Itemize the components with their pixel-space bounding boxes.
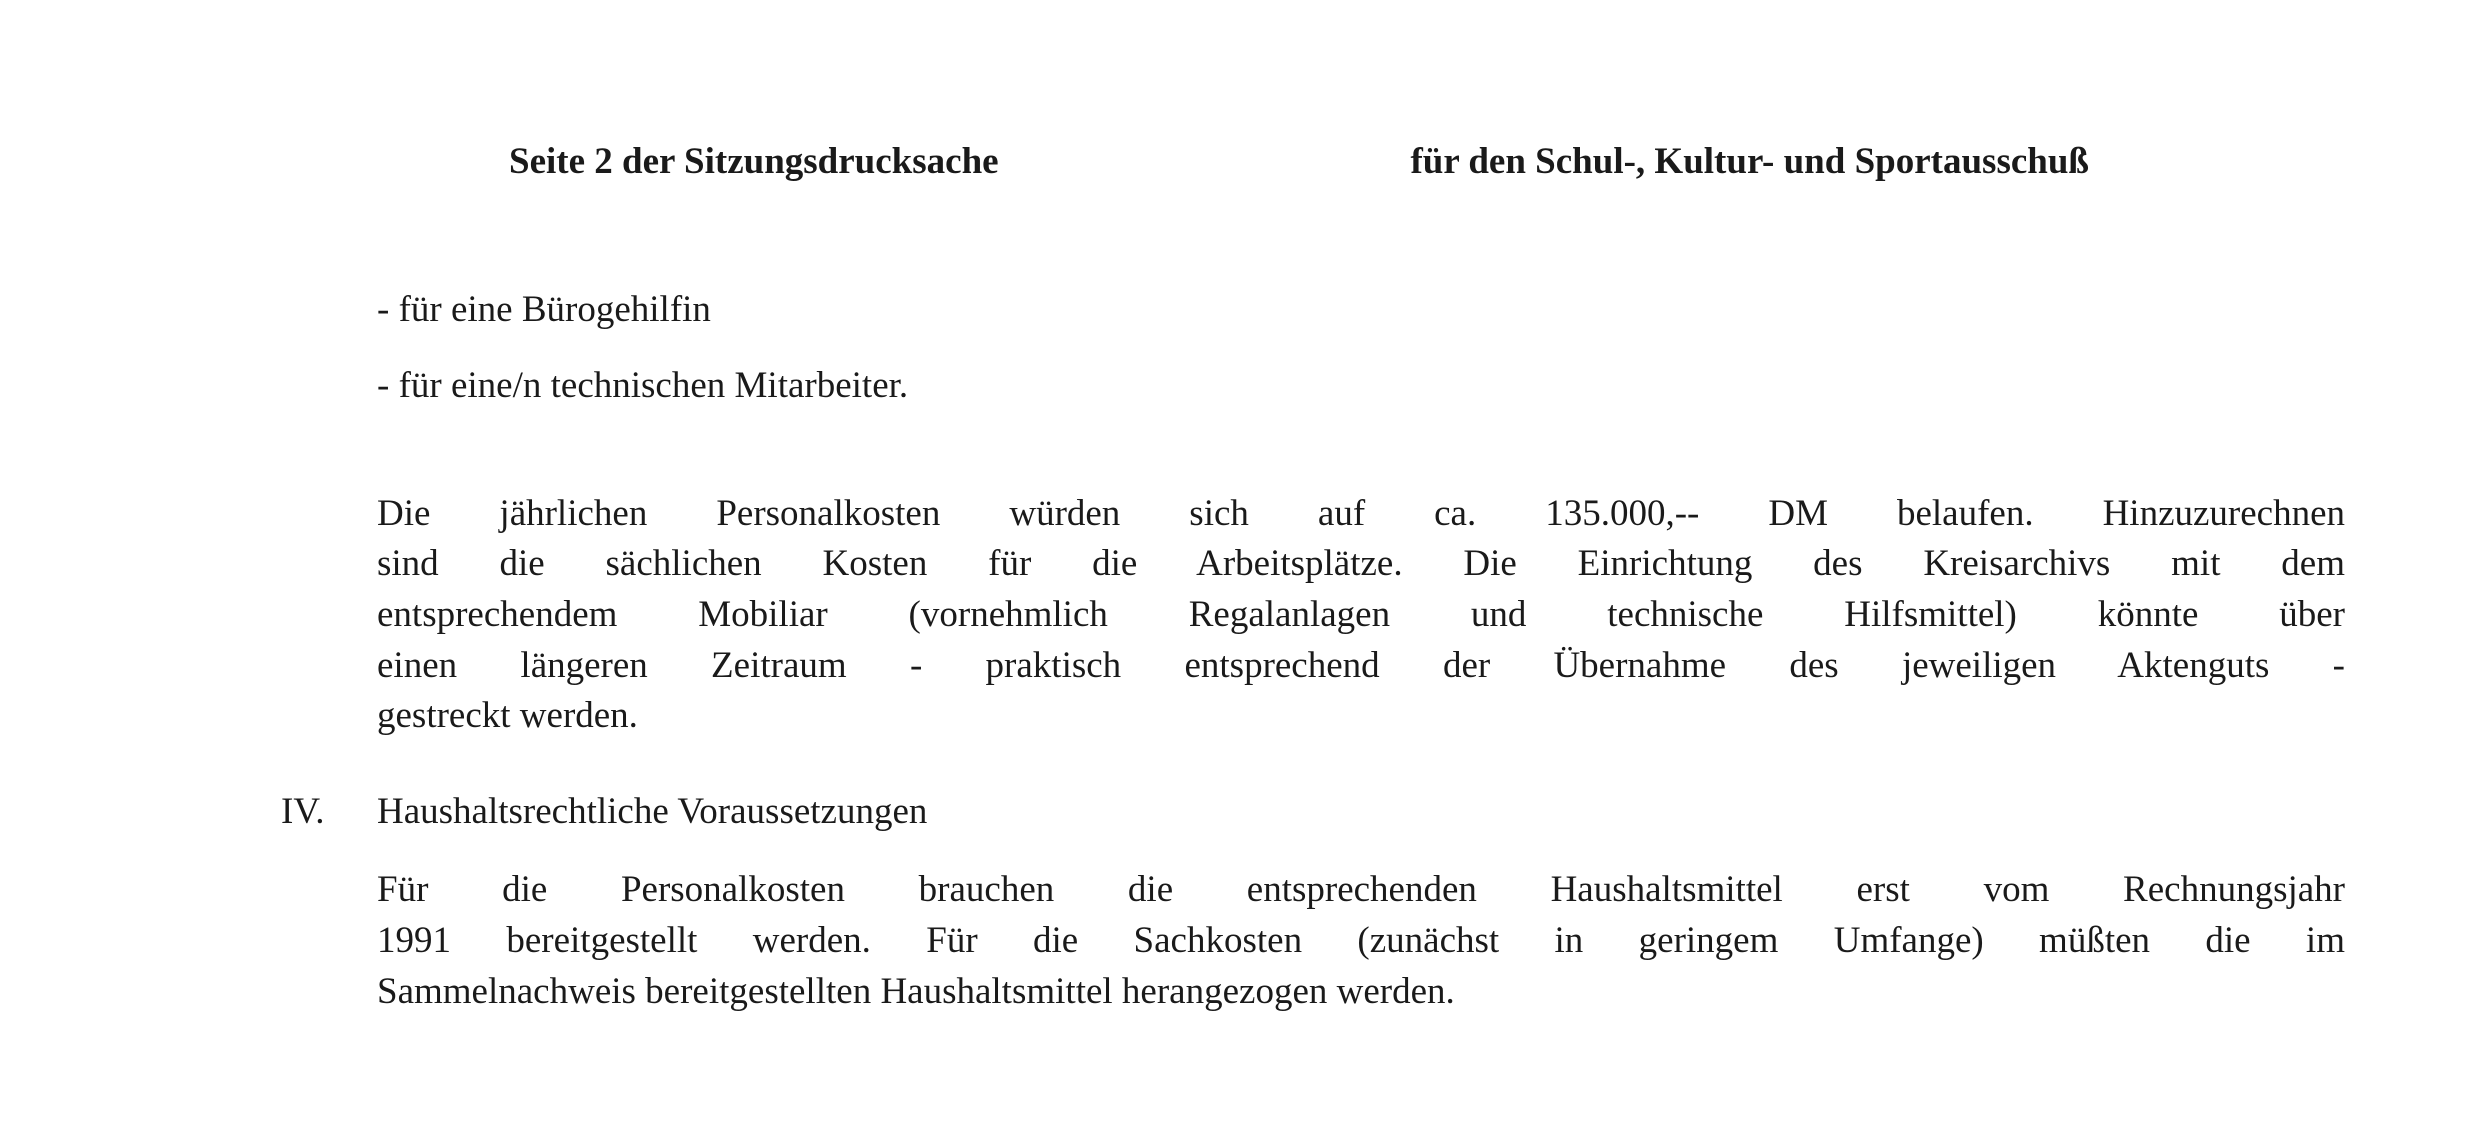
paragraph-line: Die jährlichen Personalkosten würden sich auf ca. 135.000,-- DM belaufen. Hinzuzurechnen <box>377 493 2345 534</box>
paragraph-line: Sammelnachweis bereitgestellten Haushaltsmittel herangezogen werden. <box>377 971 1455 1012</box>
bullet-item: - für eine/n technischen Mitarbeiter. <box>377 365 909 406</box>
paragraph-line: Für die Personalkosten brauchen die entsprechenden Haushaltsmittel erst vom Rechnungsjahr <box>377 869 2345 910</box>
bullet-item: - für eine Bürogehilfin <box>377 289 711 330</box>
section-heading: Haushaltsrechtliche Voraussetzungen <box>377 791 928 832</box>
paragraph-line: 1991 bereitgestellt werden. Für die Sachkosten (zunächst in geringem Umfange) müßten die im <box>377 920 2345 961</box>
paragraph-line: entsprechendem Mobiliar (vornehmlich Regalanlagen und technische Hilfsmittel) könnte über <box>377 594 2345 635</box>
page-header-right: für den Schul-, Kultur- und Sportausschuß <box>1410 141 2089 182</box>
paragraph-line: einen längeren Zeitraum - praktisch entsprechend der Übernahme des jeweiligen Aktenguts - <box>377 645 2345 686</box>
paragraph-line: sind die sächlichen Kosten für die Arbeitsplätze. Die Einrichtung des Kreisarchivs mit dem <box>377 543 2345 584</box>
page-header-left: Seite 2 der Sitzungsdrucksache <box>509 141 999 182</box>
page-header <box>509 140 2089 183</box>
paragraph-line: gestreckt werden. <box>377 695 638 736</box>
section-number: IV. <box>281 791 325 832</box>
